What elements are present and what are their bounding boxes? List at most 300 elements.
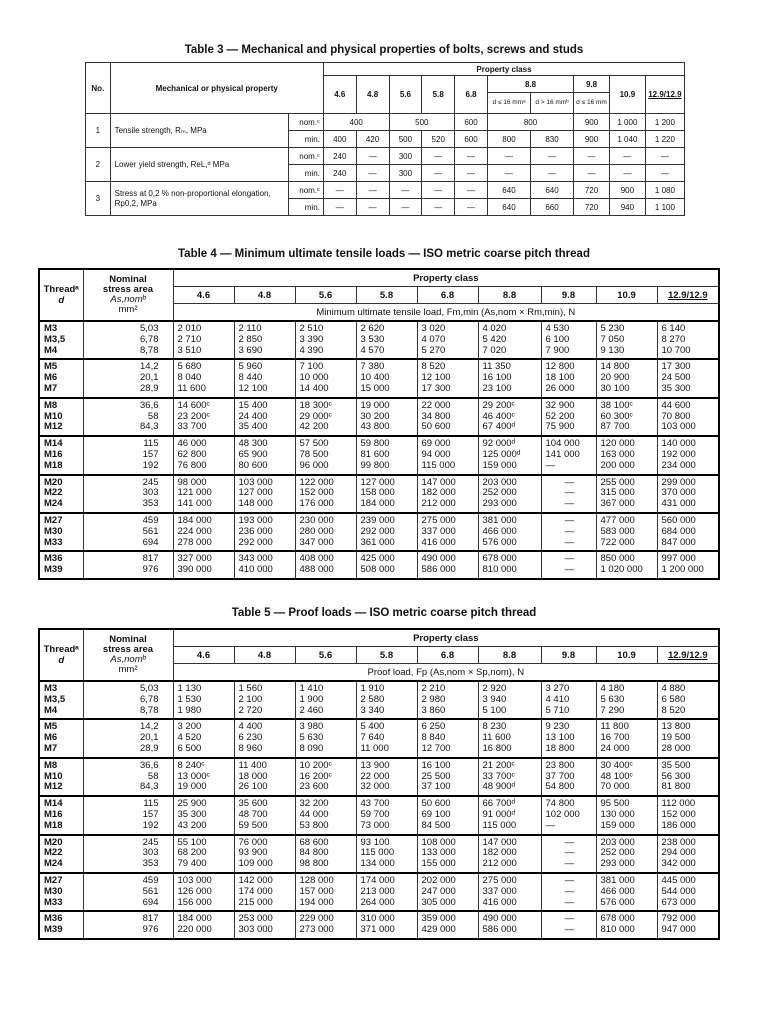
cell-value: 94 000 bbox=[421, 448, 451, 460]
cell-value: 3 530 bbox=[360, 333, 385, 345]
cell-value: 24 400 bbox=[238, 410, 268, 422]
cell-value: 25 500 bbox=[421, 770, 451, 782]
cell-value: 128 000 bbox=[299, 874, 334, 886]
load-cell bbox=[657, 719, 719, 757]
load-cell bbox=[234, 475, 295, 513]
cell-value: 4 570 bbox=[360, 344, 385, 356]
cell-value: — bbox=[564, 514, 575, 526]
cell-value: M5 bbox=[44, 361, 58, 373]
cell-value: 9 230 bbox=[545, 721, 570, 733]
cell-value: 99 800 bbox=[360, 459, 390, 471]
cell-value: 84 500 bbox=[421, 819, 451, 831]
cell-value: — bbox=[545, 459, 555, 471]
cell-value: 35 600 bbox=[238, 798, 268, 810]
cell-value: M36 bbox=[44, 913, 63, 925]
cell-value: 13 100 bbox=[545, 732, 575, 744]
cell: 600 bbox=[455, 131, 488, 148]
cell-value: 3 270 bbox=[545, 683, 570, 694]
load-cell bbox=[541, 873, 596, 911]
cell-value: M8 bbox=[44, 399, 58, 411]
cell-value: 28 000 bbox=[661, 742, 691, 754]
cell-value: 18 100 bbox=[545, 372, 575, 384]
thread-group bbox=[39, 436, 719, 474]
load-cell bbox=[541, 359, 596, 397]
cell: — bbox=[422, 165, 455, 182]
load-cell bbox=[478, 835, 541, 873]
cell-value: 3 390 bbox=[299, 333, 324, 345]
cell-value: 13 000ᶜ bbox=[177, 770, 210, 782]
cell-value: 10 000 bbox=[299, 372, 329, 384]
load-cell bbox=[173, 796, 234, 834]
cell-value: 488 000 bbox=[299, 564, 334, 576]
cell: 1 000 bbox=[609, 114, 645, 131]
cell-value: 2 850 bbox=[238, 333, 263, 345]
cell-value: 817 bbox=[142, 913, 159, 925]
cell-value: 54 800 bbox=[545, 781, 575, 793]
cell-value: — bbox=[564, 874, 575, 886]
cell-value: 792 000 bbox=[661, 913, 696, 925]
cell: — bbox=[356, 182, 389, 199]
load-cell bbox=[356, 911, 417, 939]
class-header: 10.9 bbox=[596, 287, 657, 304]
cell-value: 3 980 bbox=[299, 721, 324, 733]
cell-value: 194 000 bbox=[299, 896, 334, 908]
cell-value: 80 600 bbox=[238, 459, 268, 471]
thread-cell bbox=[39, 398, 83, 436]
cell-value: 6 100 bbox=[545, 333, 570, 345]
cell-value: M6 bbox=[44, 372, 58, 384]
cell-value: M20 bbox=[44, 836, 63, 848]
cell-value: 586 000 bbox=[421, 564, 456, 576]
cell-value: 26 000 bbox=[545, 382, 575, 394]
cell-value: 8 090 bbox=[299, 742, 324, 754]
area-cell bbox=[83, 551, 173, 579]
thread-group bbox=[39, 475, 719, 513]
load-cell bbox=[173, 719, 234, 757]
cell-value: 5 630 bbox=[299, 732, 324, 744]
load-cell bbox=[173, 835, 234, 873]
cell-value: 239 000 bbox=[360, 514, 395, 526]
cell-value: 303 bbox=[142, 487, 159, 499]
cell: 400 bbox=[323, 131, 356, 148]
cell-value: 163 000 bbox=[600, 448, 635, 460]
thread-header: Threadᵃ d bbox=[39, 269, 83, 321]
load-cell bbox=[234, 681, 295, 719]
cell-value: 224 000 bbox=[177, 525, 212, 537]
cell-value: 252 000 bbox=[482, 487, 517, 499]
load-cell bbox=[173, 475, 234, 513]
thread-cell bbox=[39, 513, 83, 551]
cell-value: 155 000 bbox=[421, 858, 456, 870]
cell-value: M18 bbox=[44, 459, 63, 471]
load-cell bbox=[234, 873, 295, 911]
cell-value: 583 000 bbox=[600, 525, 635, 537]
row-number: 1 bbox=[86, 114, 111, 148]
cell-value: 1 020 000 bbox=[600, 564, 643, 576]
cell-value: 8 520 bbox=[661, 704, 686, 716]
load-cell bbox=[478, 359, 541, 397]
cell-value: 93 900 bbox=[238, 847, 268, 859]
cell-value: M27 bbox=[44, 874, 63, 886]
load-cell bbox=[478, 796, 541, 834]
load-cell bbox=[295, 551, 356, 579]
cell-value: 69 100 bbox=[421, 808, 451, 820]
cell-value: 6 580 bbox=[661, 693, 686, 705]
cell-value: 367 000 bbox=[600, 498, 635, 510]
cell-value: M30 bbox=[44, 525, 63, 537]
cell-value: 156 000 bbox=[177, 896, 212, 908]
load-cell bbox=[173, 321, 234, 359]
cell-value: 38 100ᶜ bbox=[600, 399, 633, 411]
cell-value: 157 bbox=[142, 448, 159, 460]
cell-value: 30 200 bbox=[360, 410, 390, 422]
cell-value: M10 bbox=[44, 410, 63, 422]
load-cell bbox=[478, 873, 541, 911]
load-cell bbox=[173, 758, 234, 796]
cell-value: M10 bbox=[44, 770, 63, 782]
load-cell bbox=[173, 359, 234, 397]
cell-value: 560 000 bbox=[661, 514, 696, 526]
cell-value: 381 000 bbox=[482, 514, 517, 526]
table4 bbox=[38, 268, 720, 580]
load-cell bbox=[478, 436, 541, 474]
cell-value: 74 800 bbox=[545, 798, 575, 810]
cell-value: 98 800 bbox=[299, 858, 329, 870]
cell-value: 184 000 bbox=[177, 514, 212, 526]
class-header: 9.8 bbox=[541, 287, 596, 304]
class-header: 4.6 bbox=[173, 647, 234, 664]
cell-value: 18 000 bbox=[238, 770, 268, 782]
thread-cell bbox=[39, 796, 83, 834]
cell-value: 212 000 bbox=[482, 858, 517, 870]
cell-value: 67 400ᵈ bbox=[482, 421, 516, 433]
cell-value: 35 300 bbox=[661, 382, 691, 394]
cell-value: 12 700 bbox=[421, 742, 451, 754]
load-cell bbox=[541, 681, 596, 719]
cell-value: 678 000 bbox=[482, 553, 517, 565]
cell-value: 343 000 bbox=[238, 553, 273, 565]
cell-value: 14,2 bbox=[140, 721, 159, 733]
cell-value: 3 020 bbox=[421, 323, 446, 334]
area-cell bbox=[83, 359, 173, 397]
cell-value: 586 000 bbox=[482, 924, 517, 936]
load-cell bbox=[478, 398, 541, 436]
cell-value: 32 000 bbox=[360, 781, 390, 793]
area-cell bbox=[83, 796, 173, 834]
class-header: 6.8 bbox=[417, 647, 478, 664]
cell-value: 976 bbox=[142, 924, 159, 936]
thread-group bbox=[39, 321, 719, 359]
cell-value: 157 000 bbox=[299, 885, 334, 897]
area-cell bbox=[83, 398, 173, 436]
cell-value: M3,5 bbox=[44, 333, 66, 345]
cell-value: 34 800 bbox=[421, 410, 451, 422]
cell-value: 22 000 bbox=[360, 770, 390, 782]
cell-value: 14 400 bbox=[299, 382, 329, 394]
load-cell bbox=[417, 398, 478, 436]
cell-value: 48 700 bbox=[238, 808, 268, 820]
cell-value: 7 100 bbox=[299, 361, 324, 373]
cell-value: 46 000 bbox=[177, 438, 207, 450]
cell-value: 127 000 bbox=[238, 487, 273, 499]
cell-value: — bbox=[564, 913, 575, 925]
cell: — bbox=[389, 182, 422, 199]
cell-value: 57 500 bbox=[299, 438, 329, 450]
cell-value: 37 100 bbox=[421, 781, 451, 793]
cell-value: 70 000 bbox=[600, 781, 630, 793]
load-cell bbox=[596, 321, 657, 359]
table-row bbox=[39, 436, 719, 474]
cell-value: 8,78 bbox=[140, 704, 159, 716]
table-row bbox=[39, 513, 719, 551]
cell-value: 68 200 bbox=[177, 847, 207, 859]
thread-cell bbox=[39, 911, 83, 939]
cell: 240 bbox=[323, 165, 356, 182]
cell-value: 264 000 bbox=[360, 896, 395, 908]
load-cell bbox=[295, 321, 356, 359]
cell-value: 22 000 bbox=[421, 399, 451, 411]
cell-value: 16 700 bbox=[600, 732, 630, 744]
load-cell bbox=[234, 796, 295, 834]
cell-value: 8,78 bbox=[140, 344, 159, 356]
cell-value: 6 500 bbox=[177, 742, 202, 754]
cell-value: 466 000 bbox=[482, 525, 517, 537]
load-cell bbox=[173, 873, 234, 911]
property-name: Tensile strength, Rₘ, MPa bbox=[110, 114, 288, 148]
area-cell bbox=[83, 873, 173, 911]
cell-value: 14 800 bbox=[600, 361, 630, 373]
table4-caption: Table 4 — Minimum ultimate tensile loads — ISO metric coarse pitch thread bbox=[178, 248, 590, 260]
cell-value: — bbox=[545, 819, 555, 831]
cell-value: 43 700 bbox=[360, 798, 390, 810]
load-cell bbox=[657, 475, 719, 513]
cell-value: 58 bbox=[147, 770, 159, 782]
cell-value: M14 bbox=[44, 438, 63, 450]
area-cell bbox=[83, 681, 173, 719]
cell-value: M7 bbox=[44, 742, 58, 754]
load-cell bbox=[657, 321, 719, 359]
load-cell bbox=[657, 551, 719, 579]
cell-value: 76 800 bbox=[177, 459, 207, 471]
table-row bbox=[39, 321, 719, 359]
cell-value: 361 000 bbox=[360, 536, 395, 548]
cell: 420 bbox=[356, 131, 389, 148]
cell-value: 24 000 bbox=[600, 742, 630, 754]
cell-value: 147 000 bbox=[421, 476, 456, 488]
class-header: 4.8 bbox=[356, 76, 389, 114]
load-cell bbox=[657, 513, 719, 551]
cell-value: 347 000 bbox=[299, 536, 334, 548]
load-cell bbox=[356, 513, 417, 551]
load-cell bbox=[541, 436, 596, 474]
cell-value: 2 620 bbox=[360, 323, 385, 334]
load-cell bbox=[417, 475, 478, 513]
property-class-label: Property class bbox=[323, 63, 684, 76]
load-cell bbox=[657, 436, 719, 474]
load-cell bbox=[356, 475, 417, 513]
cell-value: 30 400ᶜ bbox=[600, 759, 633, 771]
cell-value: 11 800 bbox=[600, 721, 629, 733]
cell-value: 141 000 bbox=[177, 498, 212, 510]
cell-value: 253 000 bbox=[238, 913, 273, 925]
load-cell bbox=[173, 436, 234, 474]
cell-value: 416 000 bbox=[421, 536, 456, 548]
cell-value: 292 000 bbox=[238, 536, 273, 548]
cell-value: 12 100 bbox=[238, 382, 268, 394]
load-cell bbox=[541, 475, 596, 513]
cell: 900 bbox=[609, 182, 645, 199]
load-cell bbox=[541, 321, 596, 359]
cell-value: 6 230 bbox=[238, 732, 263, 744]
cell-value: 2 920 bbox=[482, 683, 507, 694]
cell-value: 459 bbox=[142, 514, 159, 526]
cell-value: 103 000 bbox=[238, 476, 273, 488]
cell-value: 127 000 bbox=[360, 476, 395, 488]
cell-value: M14 bbox=[44, 798, 63, 810]
nom-label: nom.ᶜ bbox=[289, 182, 324, 199]
cell-value: 115 bbox=[143, 798, 159, 810]
cell-value: 255 000 bbox=[600, 476, 635, 488]
cell-value: M20 bbox=[44, 476, 63, 488]
cell-value: 353 bbox=[142, 498, 159, 510]
cell-value: 4 020 bbox=[482, 323, 507, 334]
cell-value: 73 000 bbox=[360, 819, 390, 831]
load-cell bbox=[657, 835, 719, 873]
table5-caption: Table 5 — Proof loads — ISO metric coarse pitch thread bbox=[231, 607, 537, 619]
load-cell bbox=[356, 681, 417, 719]
cell-value: 6,78 bbox=[140, 693, 159, 705]
load-cell bbox=[356, 835, 417, 873]
cell: 1 040 bbox=[609, 131, 645, 148]
thread-group bbox=[39, 359, 719, 397]
thread-group bbox=[39, 719, 719, 757]
thread-cell bbox=[39, 719, 83, 757]
cell-value: 408 000 bbox=[299, 553, 334, 565]
load-cell bbox=[657, 796, 719, 834]
cell-value: M27 bbox=[44, 514, 63, 526]
cell: 1 080 bbox=[645, 182, 684, 199]
load-cell bbox=[478, 513, 541, 551]
cell-value: 280 000 bbox=[299, 525, 334, 537]
class-header: 6.8 bbox=[417, 287, 478, 304]
row-number: 3 bbox=[86, 182, 111, 216]
cell-value: 245 bbox=[142, 476, 159, 488]
load-cell bbox=[356, 359, 417, 397]
cell-value: 215 000 bbox=[238, 896, 273, 908]
cell-value: 8 230 bbox=[482, 721, 507, 733]
cell-value: 371 000 bbox=[360, 924, 395, 936]
cell-value: 245 bbox=[142, 836, 159, 848]
cell-value: 303 bbox=[142, 847, 159, 859]
col-property: Mechanical or physical property bbox=[110, 63, 323, 114]
min-label: min. bbox=[289, 165, 324, 182]
load-cell bbox=[173, 398, 234, 436]
cell-value: 15 000 bbox=[360, 382, 390, 394]
load-cell bbox=[657, 911, 719, 939]
area-cell bbox=[83, 436, 173, 474]
cell-value: 96 000 bbox=[299, 459, 329, 471]
load-cell bbox=[234, 719, 295, 757]
cell-value: 130 000 bbox=[600, 808, 635, 820]
cell-value: 16 800 bbox=[482, 742, 512, 754]
load-cell bbox=[417, 796, 478, 834]
cell-value: 121 000 bbox=[177, 487, 212, 499]
cell-value: M33 bbox=[44, 896, 63, 908]
cell: 830 bbox=[531, 131, 574, 148]
load-cell bbox=[417, 719, 478, 757]
class-header: 4.6 bbox=[173, 287, 234, 304]
thread-group bbox=[39, 873, 719, 911]
load-cell bbox=[295, 681, 356, 719]
class-header: 5.6 bbox=[389, 76, 422, 114]
area-cell bbox=[83, 719, 173, 757]
cell-value: 410 000 bbox=[238, 564, 273, 576]
class-header: 12.9/12.9 bbox=[657, 647, 719, 664]
cell-value: 976 bbox=[142, 564, 159, 576]
cell-value: 193 000 bbox=[238, 514, 273, 526]
cell-value: 55 100 bbox=[177, 836, 207, 848]
cell-value: 229 000 bbox=[299, 913, 334, 925]
cell-value: 342 000 bbox=[661, 858, 696, 870]
cell-value: — bbox=[564, 847, 575, 859]
cell-value: 997 000 bbox=[661, 553, 696, 565]
cell-value: 176 000 bbox=[299, 498, 334, 510]
class-header: 4.8 bbox=[234, 287, 295, 304]
cell-value: 59 800 bbox=[360, 438, 390, 450]
load-cell bbox=[478, 321, 541, 359]
cell-value: 43 200 bbox=[177, 819, 207, 831]
class-header: 5.8 bbox=[422, 76, 455, 114]
cell-value: — bbox=[564, 487, 575, 499]
cell-value: M24 bbox=[44, 498, 63, 510]
load-cell bbox=[596, 681, 657, 719]
cell-value: 84,3 bbox=[140, 781, 159, 793]
load-cell bbox=[417, 873, 478, 911]
cell-value: 202 000 bbox=[421, 874, 456, 886]
cell-value: 33 700 bbox=[177, 421, 207, 433]
cell-value: 203 000 bbox=[482, 476, 517, 488]
class-header: 5.8 bbox=[356, 287, 417, 304]
cell: 1 100 bbox=[645, 199, 684, 216]
cell-value: 305 000 bbox=[421, 896, 456, 908]
cell-value: 20,1 bbox=[140, 372, 159, 384]
cell-value: M22 bbox=[44, 847, 63, 859]
cell-value: 53 800 bbox=[299, 819, 329, 831]
cell: 520 bbox=[422, 131, 455, 148]
cell-value: 140 000 bbox=[661, 438, 696, 450]
load-cell bbox=[234, 758, 295, 796]
load-cell bbox=[541, 719, 596, 757]
cell: — bbox=[455, 148, 488, 165]
cell-value: 359 000 bbox=[421, 913, 456, 925]
cell-value: 37 700 bbox=[545, 770, 575, 782]
load-cell bbox=[596, 911, 657, 939]
cell: 800 bbox=[487, 131, 530, 148]
load-cell bbox=[541, 835, 596, 873]
cell-value: 192 bbox=[142, 819, 159, 831]
cell-value: 7 050 bbox=[600, 333, 625, 345]
area-cell bbox=[83, 475, 173, 513]
cell-value: 3 200 bbox=[177, 721, 202, 733]
load-cell bbox=[234, 436, 295, 474]
load-cell bbox=[295, 873, 356, 911]
cell-value: 4 530 bbox=[545, 323, 570, 334]
area-cell bbox=[83, 758, 173, 796]
nom-label: nom.ᶜ bbox=[289, 148, 324, 165]
cell-value: M39 bbox=[44, 564, 63, 576]
cell-value: 303 000 bbox=[238, 924, 273, 936]
cell-value: 46 400ᶜ bbox=[482, 410, 515, 422]
